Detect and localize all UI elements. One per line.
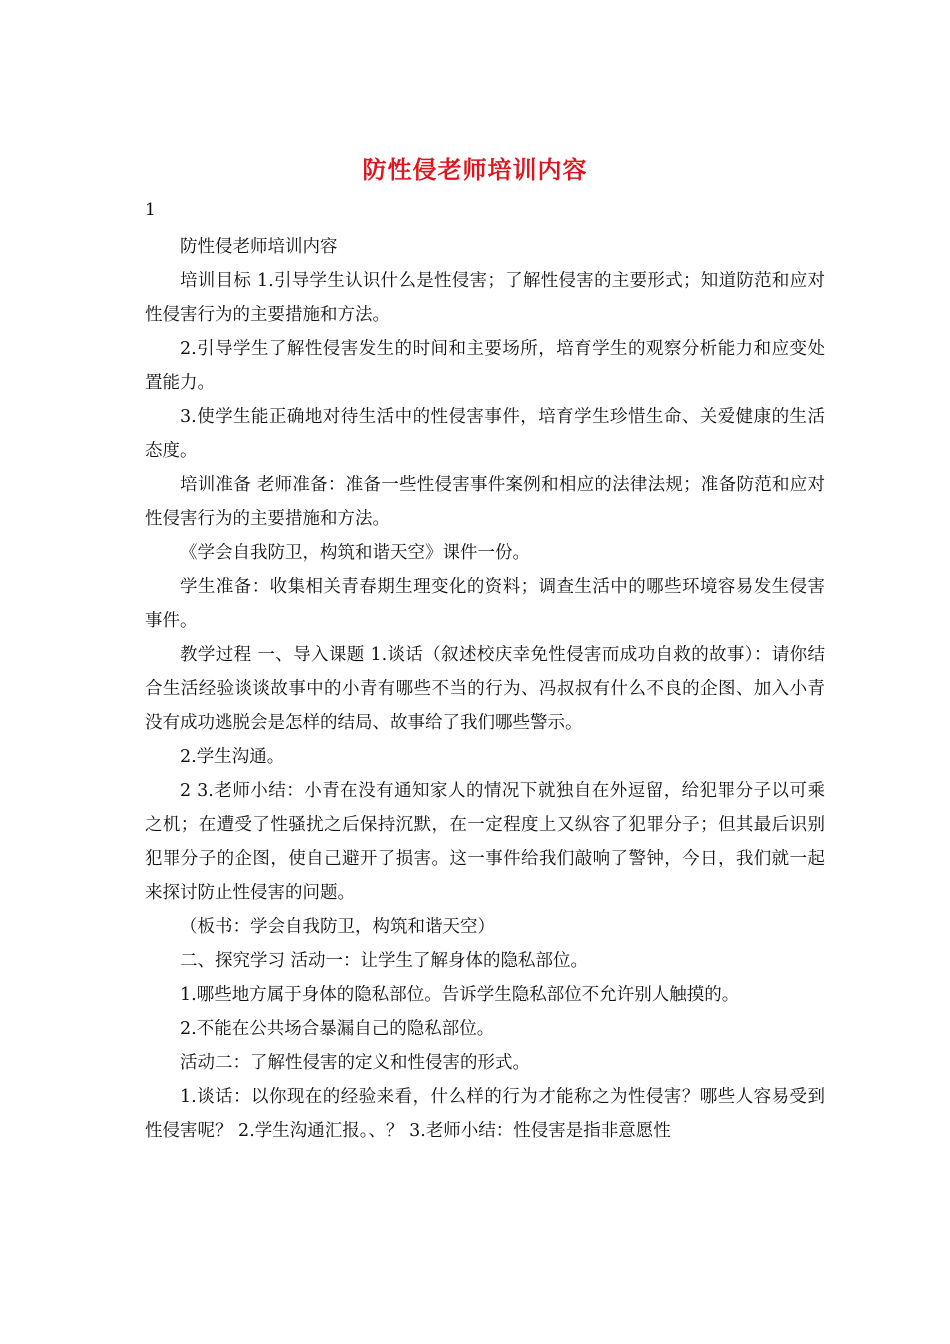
document-title: 防性侵老师培训内容: [362, 155, 588, 184]
page-number: 1: [145, 200, 156, 220]
paragraph: 活动二：了解性侵害的定义和性侵害的形式。: [180, 1053, 530, 1073]
paragraph: 3.使学生能正确地对待生活中的性侵害事件，培育学生珍惜生命、关爱健康的生活态度。: [145, 407, 825, 461]
paragraph: 教学过程 一、导入课题 1.谈话（叙述校庆幸免性侵害而成功自救的故事）：请你结合生活经验谈谈故事中的小青有哪些不当的行为、冯叔叔有什么不良的企图、加入小青没有成功逃脱会是怎样的结局、故事给了我们哪些警示。: [145, 645, 825, 733]
paragraph: 培训准备 老师准备：准备一些性侵害事件案例和相应的法律法规；准备防范和应对性侵害行为的主要措施和方法。: [145, 475, 825, 529]
paragraph: 《学会自我防卫，构筑和谐天空》课件一份。: [180, 543, 530, 563]
paragraph: 2.学生沟通。: [180, 747, 285, 767]
paragraph: 2.引导学生了解性侵害发生的时间和主要场所，培育学生的观察分析能力和应变处置能力。: [145, 339, 825, 393]
paragraph: 二、探究学习 活动一：让学生了解身体的隐私部位。: [180, 951, 589, 971]
paragraph: 2 3.老师小结：小青在没有通知家人的情况下就独自在外逗留，给犯罪分子以可乘之机；在遭受了性骚扰之后保持沉默，在一定程度上又纵容了犯罪分子；但其最后识别犯罪分子的企图，使自己避开了损害。这一事件给我们敲响了警钟，今日，我们就一起来探讨防止性侵害的问题。: [145, 781, 825, 903]
paragraph: 1.哪些地方属于身体的隐私部位。告诉学生隐私部位不允许别人触摸的。: [180, 985, 740, 1005]
paragraph: 学生准备：收集相关青春期生理变化的资料；调查生活中的哪些环境容易发生侵害事件。: [145, 577, 825, 631]
document-body: [145, 230, 825, 1148]
paragraph: 培训目标 1.引导学生认识什么是性侵害；了解性侵害的主要形式；知道防范和应对性侵害行为的主要措施和方法。: [145, 271, 825, 325]
paragraph: 防性侵老师培训内容: [180, 237, 338, 257]
paragraph: 2.不能在公共场合暴漏自己的隐私部位。: [180, 1019, 495, 1039]
paragraph: （板书：学会自我防卫，构筑和谐天空）: [180, 917, 495, 937]
paragraph: 1.谈话：以你现在的经验来看，什么样的行为才能称之为性侵害？哪些人容易受到性侵害呢？ 2.学生沟通汇报。、？ 3.老师小结：性侵害是指非意愿性: [145, 1087, 825, 1141]
